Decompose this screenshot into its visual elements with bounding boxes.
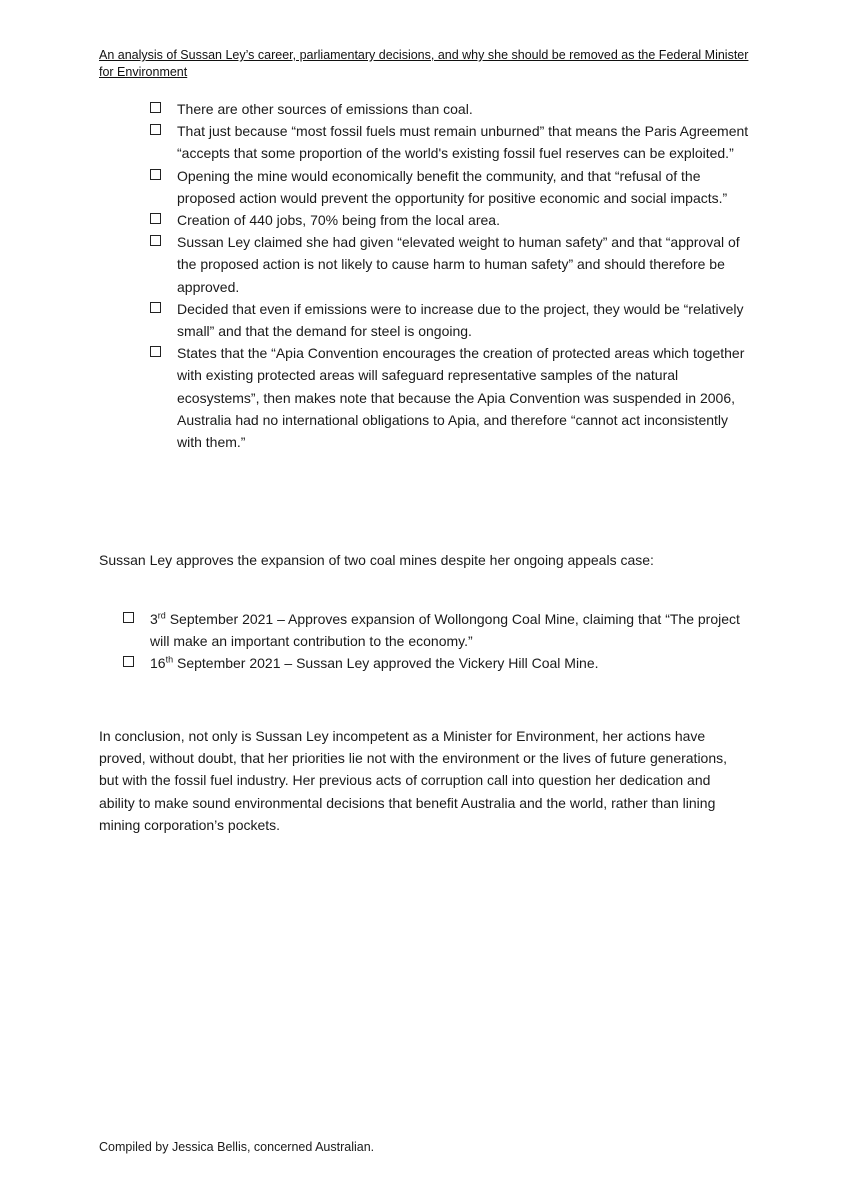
checkbox-icon xyxy=(150,213,161,224)
checkbox-icon xyxy=(123,612,134,623)
list-item xyxy=(150,98,750,120)
list-item xyxy=(150,209,750,231)
list-item xyxy=(150,342,750,453)
list-item xyxy=(123,652,750,674)
date-day: 16 xyxy=(150,655,166,672)
document-footer: Compiled by Jessica Bellis, concerned Australian. xyxy=(99,1140,375,1154)
checkbox-icon xyxy=(150,102,161,113)
list-item xyxy=(150,165,750,209)
checkbox-icon xyxy=(150,169,161,180)
list-item-text: Opening the mine would economically benefit the community, and that “refusal of the proposed action would prevent the opportunity for positive economic and social impacts.” xyxy=(177,167,728,206)
date-day: 3 xyxy=(150,611,158,627)
list-item-text: There are other sources of emissions than coal. xyxy=(177,101,473,117)
list-item-text: Decided that even if emissions were to increase due to the project, they would be “relatively small” and that the demand for steel is ongoing. xyxy=(177,300,744,340)
document-header: An analysis of Sussan Ley’s career, parliamentary decisions, and why she should be removed as the Federal Minister for Environment xyxy=(99,48,749,79)
list-item xyxy=(123,608,750,652)
checkbox-icon xyxy=(150,124,161,135)
list-item-text: Sussan Ley claimed she had given “elevated weight to human safety” and that “approval of the proposed action is not likely to cause harm to human safety” and should therefore be approved. xyxy=(177,234,740,295)
list-item-text: Creation of 440 jobs, 70% being from the local area. xyxy=(177,212,500,229)
conclusion-paragraph: In conclusion, not only is Sussan Ley incompetent as a Minister for Environment, her actions have proved, without doubt, that her priorities lie not with the environment or the lives of future generations, but with the fossil fuel industry. Her previous acts of corruption call into question her dedication and ability to make sound environmental decisions that benefit Australia and the world, rather than lining mining corporation’s pockets. xyxy=(99,728,728,833)
list-item xyxy=(150,120,750,164)
date-ordinal-suffix: rd xyxy=(157,610,166,621)
list-item-text: September 2021 – Sussan Ley approved the Vickery Hill Coal Mine. xyxy=(173,655,599,672)
list-item xyxy=(150,298,750,342)
list-item-text: September 2021 – Approves expansion of Wollongong Coal Mine, claiming that “The project will make an important contribution to the economy.” xyxy=(150,611,740,650)
checkbox-icon xyxy=(150,302,161,313)
list-item-text: States that the “Apia Convention encourages the creation of protected areas which together with existing protected areas will safeguard representative samples of the natural ecosystems”, then makes note that because the Apia Convention was suspended in 2006, Australia had no international obligations to Apia, and therefore “cannot act inconsistently with them.” xyxy=(177,345,745,451)
coal-mine-approvals-list xyxy=(123,608,750,675)
list-item-text: That just because “most fossil fuels must remain unburned” that means the Paris Agreement “accepts that some proportion of the world's existing fossil fuel reserves can be exploited.” xyxy=(177,123,749,162)
checkbox-icon xyxy=(150,346,161,357)
list-item xyxy=(150,231,750,298)
mines-intro-paragraph: Sussan Ley approves the expansion of two coal mines despite her ongoing appeals case: xyxy=(99,552,654,568)
date-ordinal-suffix: th xyxy=(165,654,174,665)
checkbox-icon xyxy=(123,656,134,667)
checkbox-icon xyxy=(150,235,161,246)
emissions-points-list xyxy=(150,98,750,453)
